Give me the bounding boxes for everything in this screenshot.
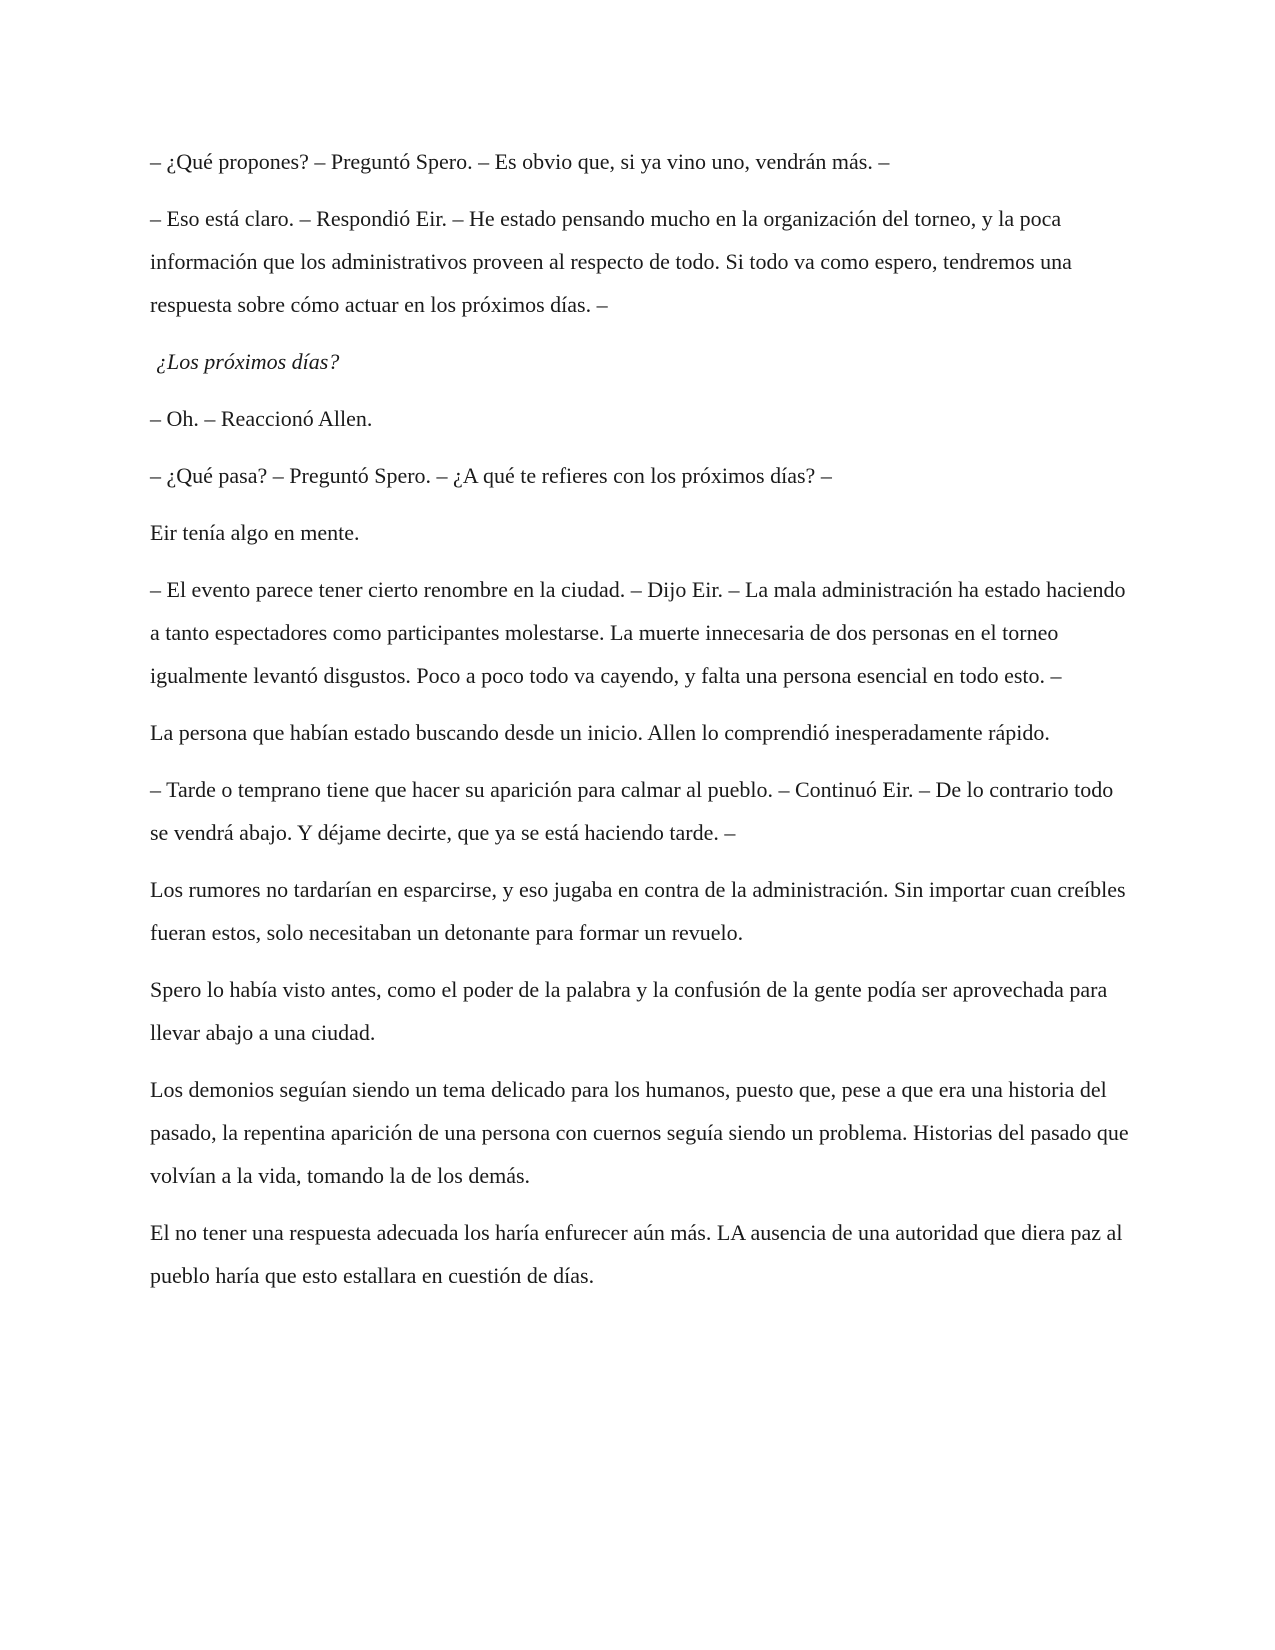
paragraph: Eir tenía algo en mente.: [150, 520, 360, 545]
paragraph: Spero lo había visto antes, como el poder de la palabra y la confusión de la gente podía ser aprovechada para llevar abajo a una ciudad.: [150, 977, 1108, 1045]
paragraph: – Oh. – Reaccionó Allen.: [150, 406, 373, 431]
paragraph: Los rumores no tardarían en esparcirse, y eso jugaba en contra de la administración. Sin importar cuan creíbles fueran estos, solo necesitaban un detonante para formar un revuelo.: [150, 877, 1126, 945]
paragraph: La persona que habían estado buscando desde un inicio. Allen lo comprendió inesperadamente rápido.: [150, 720, 1050, 745]
body-text: [150, 140, 1130, 1311]
paragraph: – El evento parece tener cierto renombre en la ciudad. – Dijo Eir. – La mala administración ha estado haciendo a tanto espectadores como participantes molestarse. La muerte innecesaria de dos personas en el torneo igualmente levantó disgustos. Poco a poco todo va cayendo, y falta una persona esencial en todo esto. –: [150, 577, 1126, 688]
paragraph: – Tarde o temprano tiene que hacer su aparición para calmar al pueblo. – Continuó Eir. – De lo contrario todo se vendrá abajo. Y déjame decirte, que ya se está haciendo tarde. –: [150, 777, 1114, 845]
paragraph: Los demonios seguían siendo un tema delicado para los humanos, puesto que, pese a que era una historia del pasado, la repentina aparición de una persona con cuernos seguía siendo un problema. Historias del pasado que volvían a la vida, tomando la de los demás.: [150, 1077, 1129, 1188]
paragraph: El no tener una respuesta adecuada los haría enfurecer aún más. LA ausencia de una autoridad que diera paz al pueblo haría que esto estallara en cuestión de días.: [150, 1220, 1123, 1288]
paragraph: – ¿Qué pasa? – Preguntó Spero. – ¿A qué te refieres con los próximos días? –: [150, 463, 832, 488]
paragraph: – Eso está claro. – Respondió Eir. – He estado pensando mucho en la organización del torneo, y la poca información que los administrativos proveen al respecto de todo. Si todo va como espero, tendremos una respuesta sobre cómo actuar en los próximos días. –: [150, 206, 1072, 317]
paragraph: – ¿Qué propones? – Preguntó Spero. – Es obvio que, si ya vino uno, vendrán más. –: [150, 149, 890, 174]
paragraph-italic-thought: ¿Los próximos días?: [156, 349, 340, 374]
